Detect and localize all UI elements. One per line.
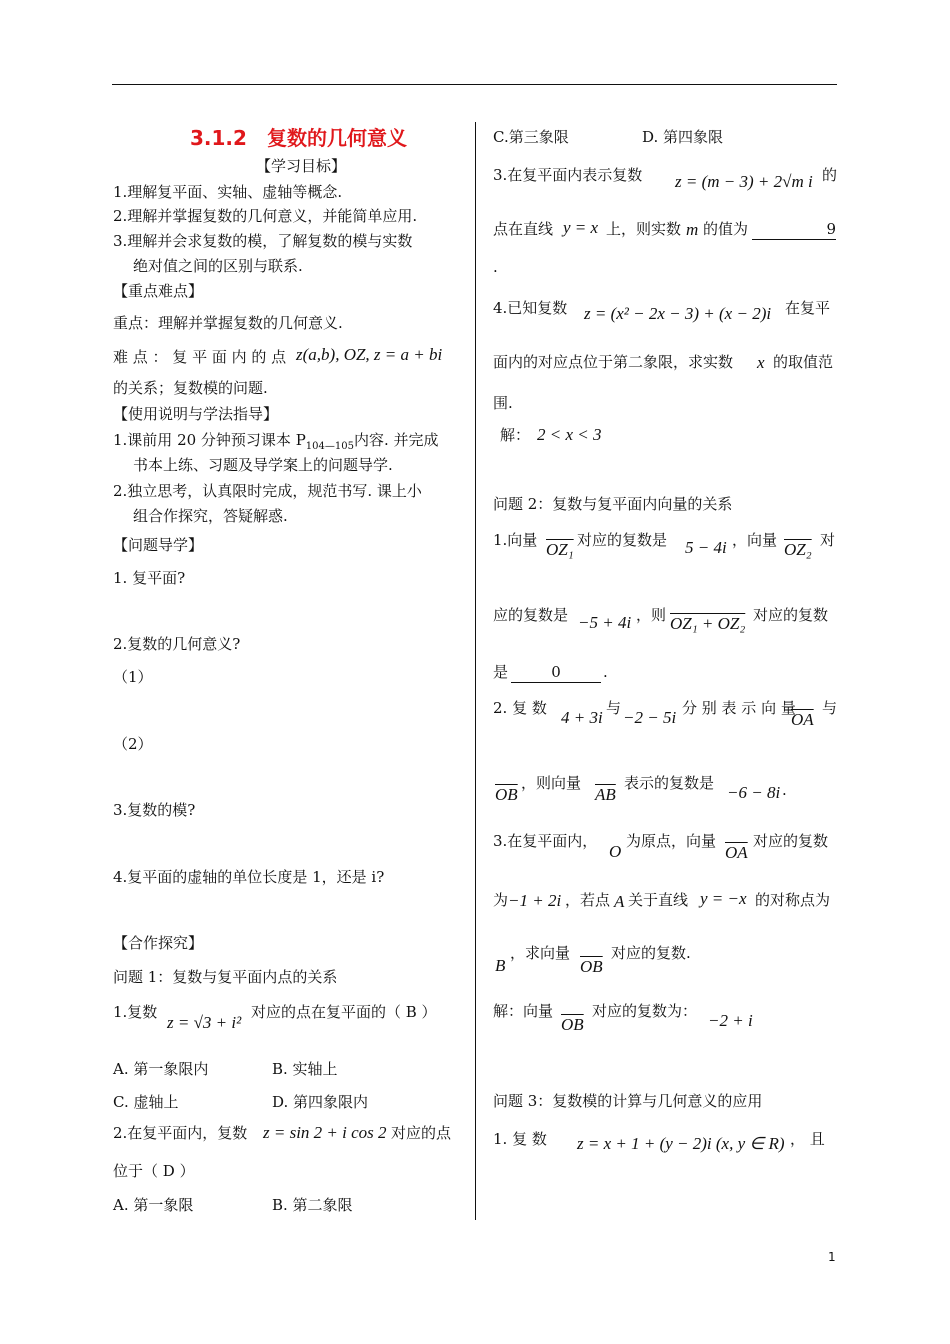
problem-2-title: 问题 2：复数与复平面内向量的关系: [493, 495, 733, 513]
p2-q3-complex: −1 + 2i: [508, 891, 562, 910]
p1-q1-math: z = √3 + i²: [167, 1013, 242, 1032]
p2-q1-text-6: 对应的复数: [753, 606, 829, 624]
p2-q3-oa: $\overline{OA}$: [725, 843, 748, 862]
page-number: 1: [828, 1250, 836, 1264]
p2-q3-text-8: 对应的复数.: [611, 944, 691, 962]
hard-point-b: 的关系；复数模的问题.: [113, 379, 268, 397]
p2-q1-text-5: ，则: [636, 606, 667, 624]
p1-q3-prefix: 3.在复平面内表示复数: [493, 166, 643, 184]
p2-q2-text-3: 表示的复数是: [624, 774, 715, 792]
usage-2a: 2.独立思考，认真限时完成，规范书写. 课上小: [113, 482, 422, 500]
p1-q2-option-c: C.第三象限: [493, 128, 569, 146]
p2-q2-and: 与: [606, 699, 622, 717]
p2-q3-solution-label: 解：向量: [493, 1002, 554, 1020]
p1-q4-prefix: 4.已知复数: [493, 299, 568, 317]
hard-point-math: z(a,b), OZ, z = a + bi: [296, 345, 443, 364]
problem-1-title: 问题 1：复数与复平面内点的关系: [113, 968, 338, 986]
guide-q1: 1. 复平面?: [113, 569, 186, 587]
problem-3-title: 问题 3：复数模的计算与几何意义的应用: [493, 1092, 763, 1110]
goal-1: 1.理解复平面、实轴、虚轴等概念.: [113, 183, 343, 201]
p2-q1-end-dot: .: [603, 663, 608, 681]
p1-q3-answer: 9: [752, 219, 836, 240]
guide-q2-2: （2）: [113, 735, 153, 753]
p2-q1-text-1: 对应的复数是: [577, 531, 668, 549]
p1-q1-suffix: 对应的点在复平面的（ B ）: [251, 1003, 437, 1021]
p2-q3-text-6: 的对称点为: [755, 891, 831, 909]
p3-q1-prefix: 1. 复 数: [493, 1130, 547, 1148]
p2-q1-text-7: 是: [493, 663, 509, 681]
p2-q1-prefix: 1.向量: [493, 531, 538, 549]
p1-q1-option-d: D. 第四象限内: [272, 1093, 369, 1111]
usage-2b: 组合作探究，答疑解惑.: [133, 507, 288, 525]
p1-q4-solution-label: 解：: [500, 426, 531, 444]
p1-q2-option-a: A. 第一象限: [113, 1196, 194, 1214]
usage-heading: 【使用说明与学法指导】: [113, 405, 279, 423]
p1-q2-suffix: 对应的点: [391, 1124, 452, 1142]
goal-3a: 3.理解并会求复数的模，了解复数的模与实数: [113, 232, 413, 250]
p2-q3-ob: $\overline{OB}$: [580, 957, 603, 976]
p2-q2-complex-1: 4 + 3i: [561, 708, 603, 727]
goals-heading: 【学习目标】: [256, 157, 347, 175]
p2-q2-and-2: 与: [822, 699, 838, 717]
p2-q2-text-2: ，则向量: [521, 774, 582, 792]
p2-q1-complex-2: −5 + 4i: [578, 613, 632, 632]
p1-q1-option-a: A. 第一象限内: [113, 1060, 209, 1078]
p2-q3-text-5: 关于直线: [628, 891, 689, 909]
p2-q3-text-1: 为原点，向量: [626, 832, 717, 850]
p1-q4-line2-end: 的取值范: [773, 353, 834, 371]
guide-q3: 3.复数的模?: [113, 801, 196, 819]
p3-q1-suffix: ， 且: [790, 1130, 825, 1148]
p2-q2-oa: $\overline{OA}$: [791, 710, 814, 729]
p2-q1-answer: 0: [511, 662, 601, 683]
p2-q3-a: A: [614, 892, 625, 911]
coop-heading: 【合作探究】: [113, 934, 204, 952]
p1-q4-line3: 围.: [493, 394, 513, 412]
p1-q4-line2: 面内的对应点位于第二象限，求实数: [493, 353, 734, 371]
p2-q1-vector-sum: OZ₁ + OZ₂: [670, 614, 746, 633]
p1-q3-suffix: 的: [822, 166, 838, 184]
p1-q1-option-c: C. 虚轴上: [113, 1093, 179, 1111]
p1-q3-math: z = (m − 3) + 2√m i: [675, 172, 813, 191]
p2-q3-prefix: 3.在复平面内，: [493, 832, 598, 850]
usage-1a: 1.课前用 20 分钟预习课本 $P_{104—105}$内容. 并完成: [113, 431, 439, 452]
column-divider: [475, 122, 476, 1220]
header-rule: [112, 84, 837, 85]
p1-q3-value-label: 的值为: [703, 220, 749, 238]
p1-q2-option-b: B. 第二象限: [272, 1196, 353, 1214]
p2-q1-text-2: ，向量: [732, 531, 778, 549]
usage-1c: 书本上练、习题及导学案上的问题导学.: [133, 456, 393, 474]
guide-heading: 【问题导学】: [113, 536, 204, 554]
p2-q3-text-3: 为: [493, 891, 509, 909]
p2-q1-vector-1: OZ₁: [546, 540, 574, 559]
guide-q4: 4.复平面的虚轴的单位长度是 1，还是 i?: [113, 868, 385, 886]
p1-q4-solution: 2 < x < 3: [537, 425, 602, 444]
p1-q3-line-math: y = x: [563, 218, 599, 237]
key-heading: 【重点难点】: [113, 282, 204, 300]
p1-q3-line-text: 点在直线: [493, 220, 554, 238]
p2-q2-ab: $\overline{AB}$: [595, 785, 616, 804]
p1-q1-prefix: 1.复数: [113, 1003, 158, 1021]
p2-q1-vector-2: OZ₂: [784, 540, 812, 559]
p2-q3-text-2: 对应的复数: [753, 832, 829, 850]
p2-q3-solution: −2 + i: [708, 1011, 753, 1030]
p2-q3-text-7: ，求向量: [510, 944, 571, 962]
p2-q2-text: 分 别 表 示 向 量: [682, 699, 796, 717]
goal-2: 2.理解并掌握复数的几何意义，并能简单应用.: [113, 207, 418, 225]
p1-q3-real: 上，则实数: [606, 220, 682, 238]
guide-q2-1: （1）: [113, 668, 153, 686]
hard-point: 难 点 ： 复 平 面 内 的 点: [113, 348, 287, 366]
page-title: 3.1.2 复数的几何意义: [190, 126, 407, 150]
p2-q1-text-3: 对: [820, 531, 836, 549]
p3-q1-math: z = x + 1 + (y − 2)i (x, y ∈ R): [577, 1134, 785, 1153]
p2-q2-ob: $\overline{OB}$: [495, 785, 518, 804]
p2-q1-text-4: 应的复数是: [493, 606, 569, 624]
p1-q3-m: m: [686, 220, 699, 239]
key-point: 重点：理解并掌握复数的几何意义.: [113, 314, 343, 332]
p2-q1-complex-1: 5 − 4i: [685, 538, 727, 557]
p2-q2-complex-2: −2 − 5i: [623, 708, 677, 727]
p1-q4-x: x: [757, 353, 765, 372]
p1-q4-math: z = (x² − 2x − 3) + (x − 2)i: [584, 304, 772, 323]
p2-q3-solution-text: 对应的复数为：: [592, 1002, 698, 1020]
guide-q2: 2.复数的几何意义?: [113, 635, 241, 653]
goal-3b: 绝对值之间的区别与联系.: [133, 257, 303, 275]
p2-q2-prefix: 2. 复 数: [493, 699, 547, 717]
p2-q3-b: B: [495, 956, 506, 975]
p1-q4-suffix: 在复平: [785, 299, 831, 317]
p1-q2-option-d: D. 第四象限: [642, 128, 724, 146]
p2-q3-line: y = −x: [700, 889, 747, 908]
p1-q2-position: 位于（ D ）: [113, 1162, 195, 1180]
p2-q3-solution-ob: $\overline{OB}$: [561, 1015, 584, 1034]
p1-q2-math: z = sin 2 + i cos 2: [263, 1123, 387, 1142]
p1-q1-option-b: B. 实轴上: [272, 1060, 338, 1078]
p2-q3-text-4: ，若点: [565, 891, 611, 909]
p2-q2-answer: −6 − 8i: [727, 783, 781, 802]
p2-q2-dot: .: [782, 781, 787, 799]
p1-q3-dot: .: [493, 258, 498, 276]
p1-q2-prefix: 2.在复平面内，复数: [113, 1124, 248, 1142]
p2-q3-o: O: [609, 842, 622, 861]
